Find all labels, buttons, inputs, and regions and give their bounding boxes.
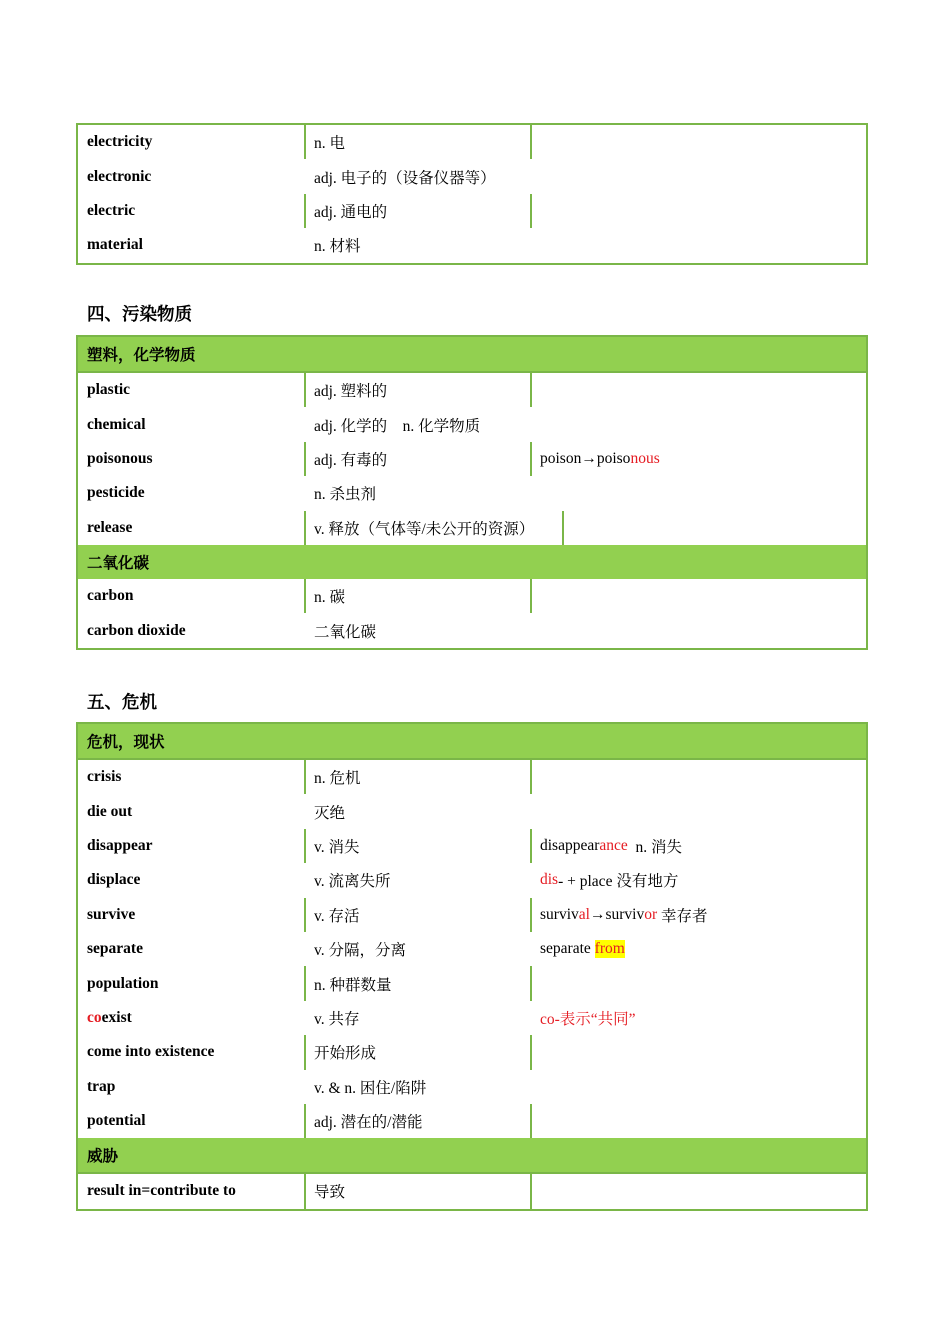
divider [304, 1174, 306, 1208]
divider [304, 760, 306, 794]
table-row [78, 613, 866, 647]
meaning: adj. 通电的 [314, 203, 388, 221]
table-row [78, 829, 866, 863]
word: die out [87, 802, 133, 820]
word: pesticide [87, 484, 145, 502]
divider [530, 442, 532, 476]
note [540, 932, 625, 966]
word: release [87, 518, 133, 536]
prefix-highlight: dis [540, 871, 559, 889]
word: material [87, 236, 143, 254]
meaning: v. 流离失所 [314, 873, 391, 891]
note-text: poison [540, 449, 582, 467]
group-header [78, 337, 866, 373]
divider [304, 194, 306, 228]
note-text: 幸存者 [657, 907, 708, 925]
group-header [78, 545, 866, 579]
meaning: 灭绝 [314, 804, 346, 822]
word: population [87, 974, 159, 992]
table-row [78, 159, 866, 193]
table-row [78, 373, 866, 407]
meaning: n. 材料 [314, 238, 361, 256]
group-header-label: 二氧化碳 [87, 554, 150, 572]
table-row [78, 194, 866, 228]
note [540, 829, 682, 863]
prefix-highlight: co [87, 1008, 102, 1026]
note-text: surviv [540, 905, 579, 923]
meaning: v. 共存 [314, 1010, 360, 1028]
divider [304, 442, 306, 476]
table-row [78, 579, 866, 613]
meaning: n. 种群数量 [314, 976, 392, 994]
divider [530, 194, 532, 228]
note [540, 863, 678, 897]
word: electric [87, 201, 136, 219]
meaning: n. 杀虫剂 [314, 486, 377, 504]
table-row [78, 1035, 866, 1069]
table-row [78, 228, 866, 262]
note-text: n. 消失 [627, 838, 683, 856]
note [540, 898, 708, 932]
arrow-icon: → [581, 449, 597, 467]
table-row [78, 760, 866, 794]
divider [304, 1104, 306, 1138]
word: result in=contribute to [87, 1182, 236, 1200]
word: trap [87, 1077, 116, 1095]
word: potential [87, 1112, 146, 1130]
note-text: disappear [540, 836, 600, 854]
divider [304, 125, 306, 159]
word: crisis [87, 768, 122, 786]
vocab-table-electricity [76, 123, 868, 265]
divider [304, 829, 306, 863]
word: come into existence [87, 1043, 215, 1061]
note: co-表示“共同” [540, 1010, 636, 1028]
divider [530, 760, 532, 794]
table-row [78, 932, 866, 966]
divider [530, 1174, 532, 1208]
divider [304, 898, 306, 932]
preposition-highlight: from [594, 940, 625, 958]
note-text: - + place 没有地方 [558, 873, 679, 891]
meaning: v. & n. 困住/陷阱 [314, 1079, 427, 1097]
divider [530, 1035, 532, 1069]
section-title-pollutants: 四、污染物质 [87, 304, 192, 324]
divider [304, 966, 306, 1000]
divider [530, 579, 532, 613]
divider [304, 1035, 306, 1069]
table-row [78, 511, 866, 545]
word: electronic [87, 167, 152, 185]
divider [304, 579, 306, 613]
meaning: v. 释放（气体等/未公开的资源） [314, 520, 535, 538]
table-row [78, 863, 866, 897]
group-header-label: 危机，现状 [87, 734, 165, 751]
word: chemical [87, 415, 146, 433]
table-row [78, 1001, 866, 1035]
word: plastic [87, 381, 131, 399]
note-text: surviv [605, 905, 645, 923]
group-header [78, 724, 866, 760]
divider [530, 125, 532, 159]
meaning: adj. 塑料的 [314, 383, 388, 401]
table-row [78, 898, 866, 932]
group-header-label: 塑料，化学物质 [87, 347, 196, 364]
group-header-label: 威胁 [87, 1148, 119, 1166]
divider [530, 898, 532, 932]
note-text: poiso [596, 449, 631, 467]
table-row [78, 1174, 866, 1208]
note [540, 442, 660, 476]
suffix-highlight: al [578, 905, 590, 923]
divider [304, 511, 306, 545]
word [87, 1001, 132, 1035]
table-row [78, 476, 866, 510]
vocab-table-pollutants [76, 335, 868, 650]
meaning: adj. 潜在的/潜能 [314, 1114, 423, 1132]
meaning: 导致 [314, 1184, 346, 1202]
divider [530, 966, 532, 1000]
meaning: v. 存活 [314, 907, 360, 925]
divider [530, 373, 532, 407]
suffix-highlight: ance [599, 836, 628, 854]
table-row [78, 442, 866, 476]
arrow-icon: → [589, 905, 606, 923]
word: poisonous [87, 449, 153, 467]
note-text: separate [540, 940, 595, 958]
word-text: exist [101, 1008, 132, 1026]
table-row [78, 125, 866, 159]
table-row [78, 966, 866, 1000]
suffix-highlight: or [644, 905, 658, 923]
meaning: adj. 电子的（设备仪器等） [314, 169, 496, 187]
meaning: v. 分隔，分离 [314, 942, 406, 960]
meaning: n. 危机 [314, 770, 361, 788]
word: separate [87, 940, 143, 958]
meaning: v. 消失 [314, 838, 360, 856]
word: displace [87, 871, 141, 889]
section-title-crisis: 五、危机 [87, 692, 157, 712]
meaning: n. 电 [314, 135, 346, 153]
table-row [78, 1104, 866, 1138]
table-row [78, 1070, 866, 1104]
word: carbon [87, 587, 134, 605]
table-row [78, 407, 866, 441]
table-row [78, 794, 866, 828]
word: disappear [87, 836, 153, 854]
divider [530, 1104, 532, 1138]
divider [304, 373, 306, 407]
meaning: adj. 有毒的 [314, 451, 388, 469]
word: carbon dioxide [87, 621, 186, 639]
word: survive [87, 905, 136, 923]
meaning: adj. 化学的 n. 化学物质 [314, 417, 481, 435]
meaning: n. 碳 [314, 589, 346, 607]
vocab-table-crisis [76, 722, 868, 1211]
word: electricity [87, 133, 153, 151]
divider [530, 829, 532, 863]
meaning: 开始形成 [314, 1045, 377, 1063]
divider [562, 511, 564, 545]
meaning: 二氧化碳 [314, 623, 377, 641]
group-header [78, 1138, 866, 1174]
suffix-highlight: nous [630, 449, 660, 467]
